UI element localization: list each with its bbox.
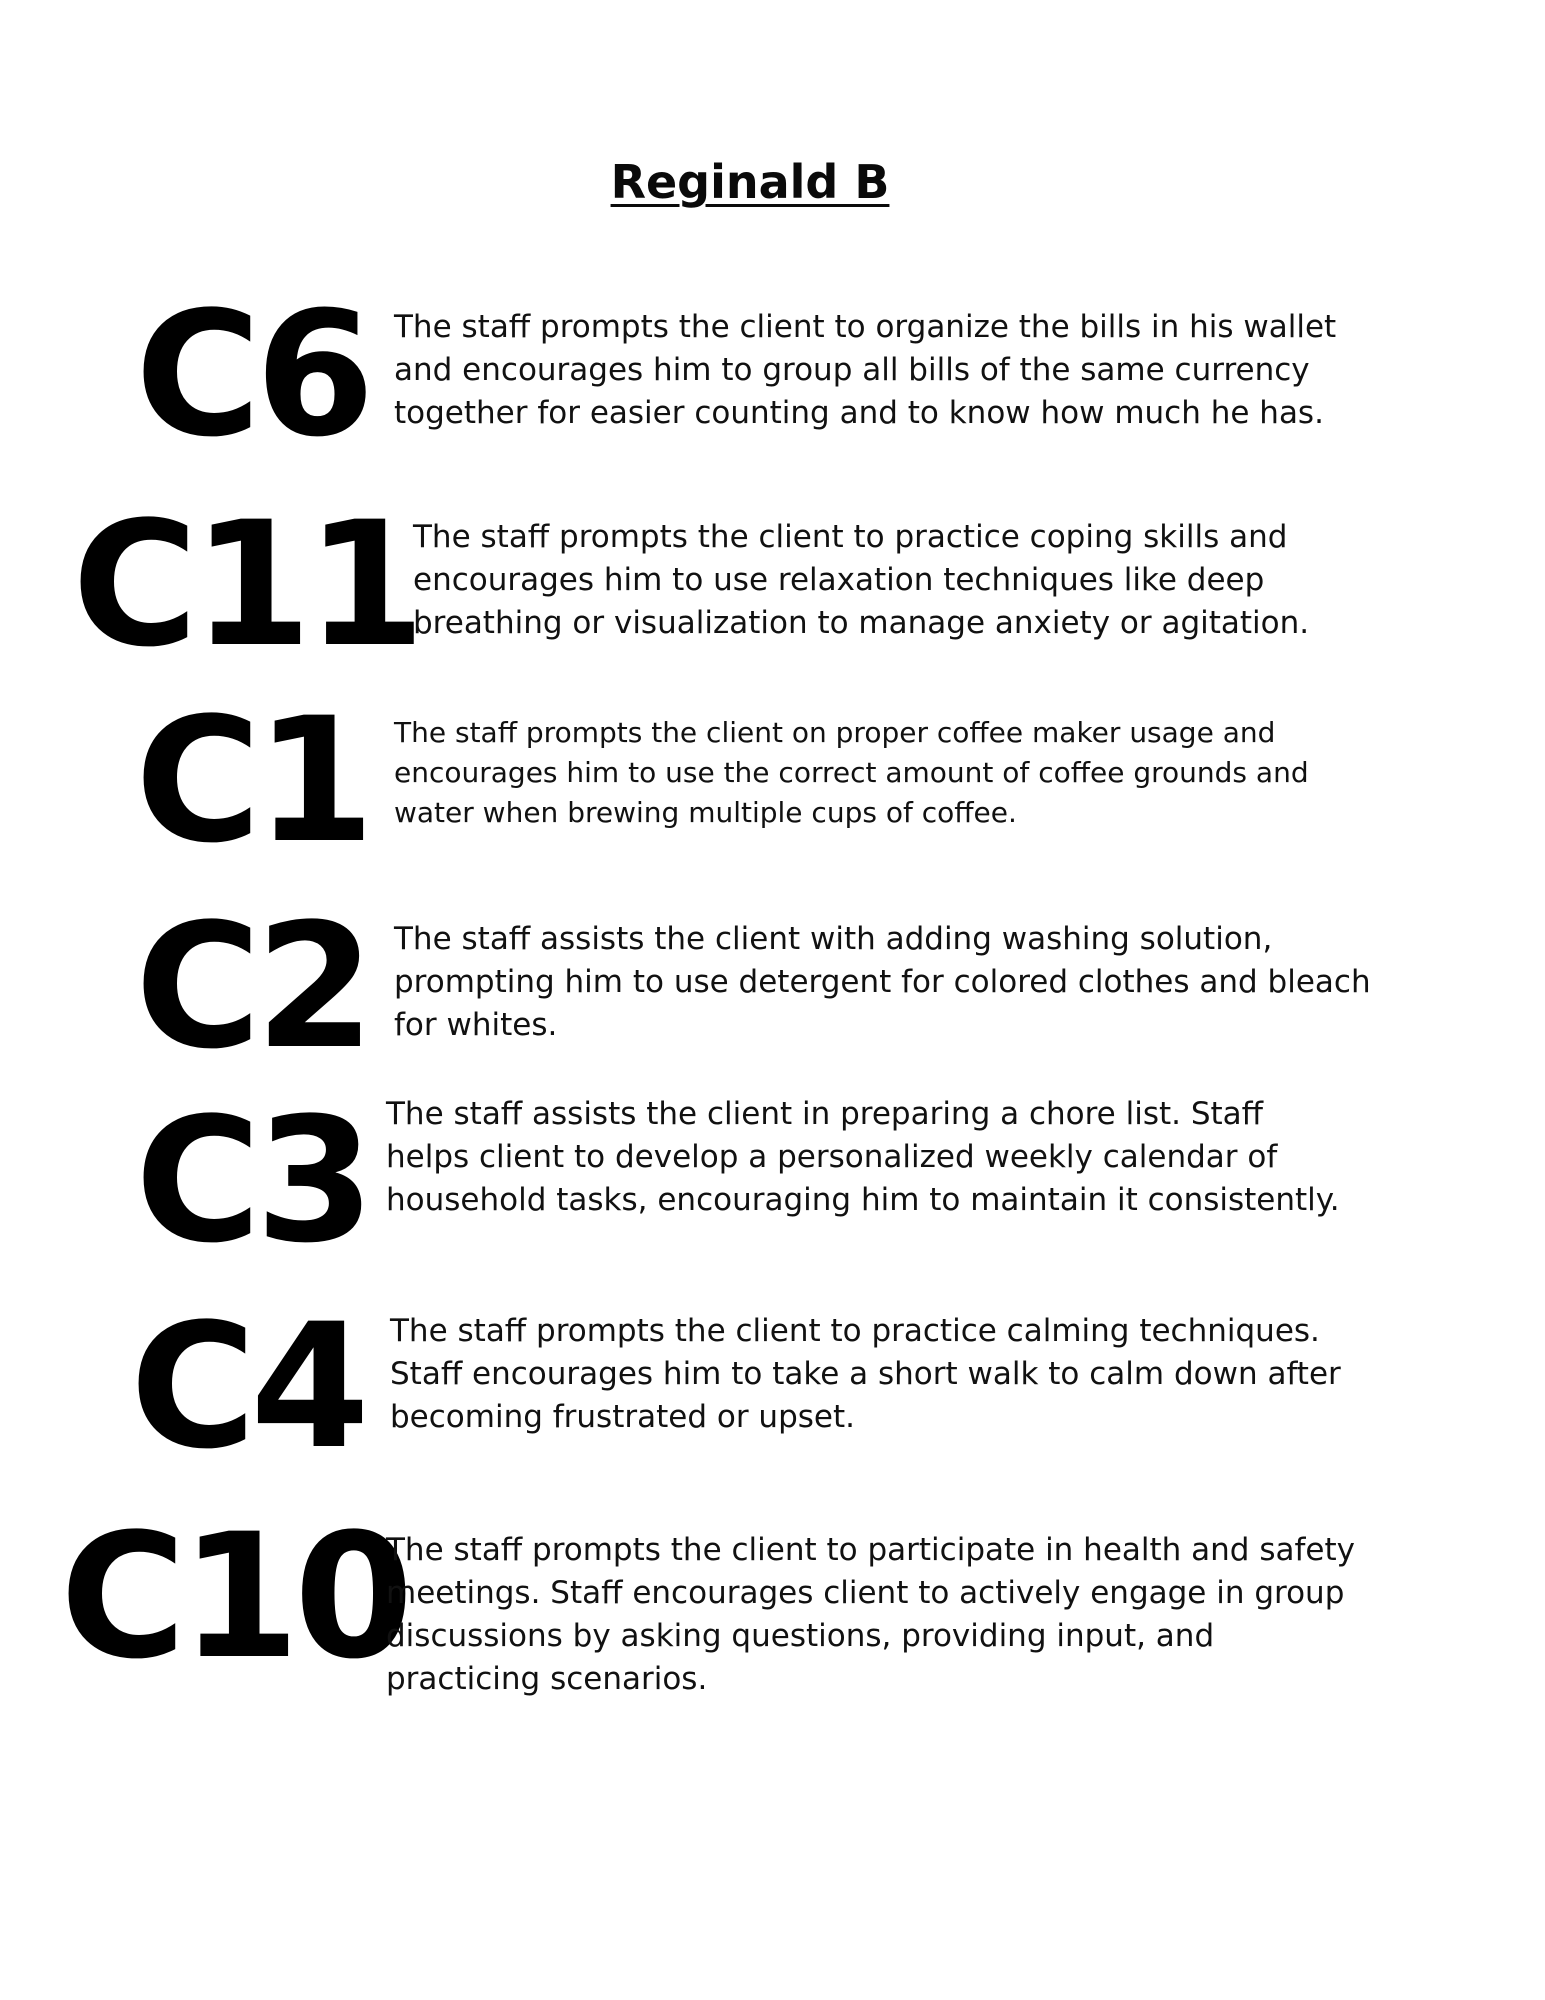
- entry-code: C4: [130, 1286, 364, 1487]
- entry-description: The staff assists the client with adding washing solution, prompting him to use detergent for colored clothes and bleach for whites.: [394, 921, 1371, 1043]
- entry-code: C6: [135, 274, 369, 475]
- entry-description: The staff prompts the client to practice coping skills and encourages him to use relaxation techniques like deep breathing or visualization to manage anxiety or agitation.: [413, 519, 1310, 641]
- entry-code: C1: [135, 680, 369, 881]
- entry-code: C3: [135, 1080, 369, 1281]
- entry-code: C2: [135, 886, 369, 1087]
- entry-description: The staff prompts the client to participate in health and safety meetings. Staff encourages client to actively engage in group discussions by asking questions, providing input, and practicing scenarios.: [386, 1532, 1355, 1697]
- entry-description: The staff prompts the client on proper coffee maker usage and encourages him to use the correct amount of coffee grounds and water when brewing multiple cups of coffee.: [394, 716, 1309, 829]
- entry-description: The staff assists the client in preparing a chore list. Staff helps client to develop a personalized weekly calendar of household tasks, encouraging him to maintain it consistently.: [386, 1096, 1340, 1218]
- entry-description: The staff prompts the client to practice calming techniques. Staff encourages him to take a short walk to calm down after becoming frustrated or upset.: [390, 1313, 1341, 1435]
- page-title: Reginald B: [610, 155, 890, 209]
- entry-code: C10: [60, 1496, 408, 1697]
- entry-description: The staff prompts the client to organize the bills in his wallet and encourages him to group all bills of the same currency together for easier counting and to know how much he has.: [394, 309, 1337, 431]
- entry-code: C11: [72, 484, 420, 685]
